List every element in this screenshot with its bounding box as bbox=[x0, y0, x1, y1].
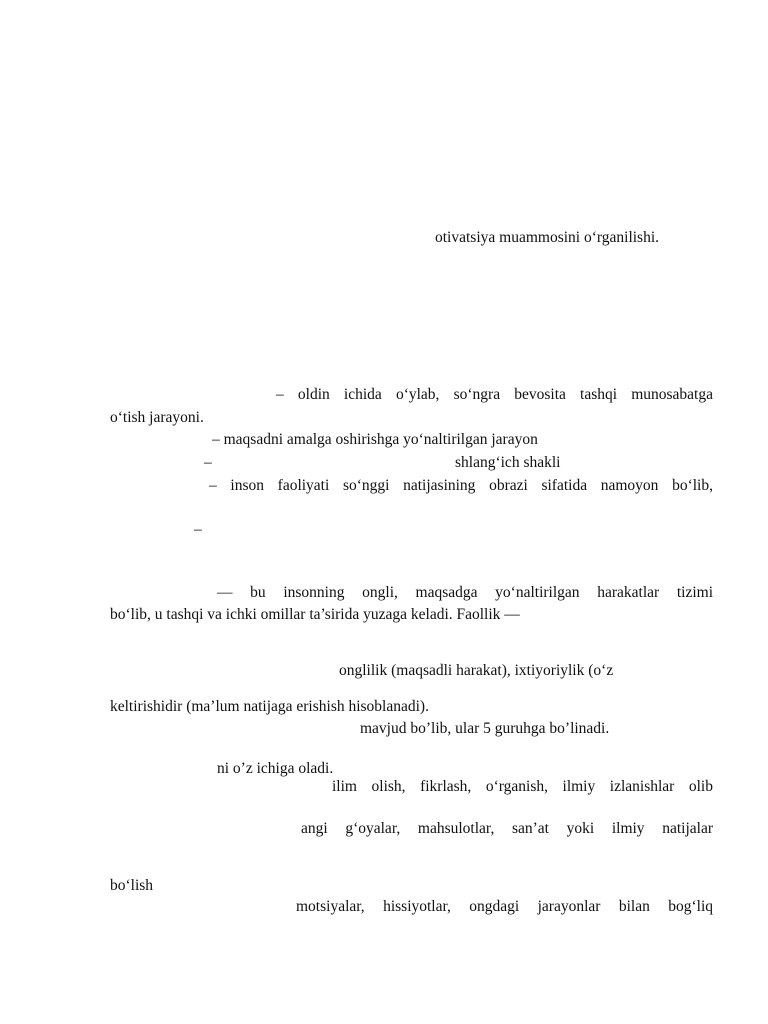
text-line-11: mavjud bo’lib, ular 5 guruhga bo’linadi. bbox=[360, 720, 610, 737]
text-line-5: – inson faoliyati so‘nggi natijasining obrazi sifatida namoyon bo‘lib, bbox=[209, 477, 713, 494]
text-line-1: – oldin ichida o‘ylab, so‘ngra bevosita tashqi munosabatga bbox=[276, 386, 713, 403]
text-line-9: onglilik (maqsadli harakat), ixtiyoriylik (o‘z bbox=[339, 662, 614, 679]
text-line-13: ilim olish, fikrlash, o‘rganish, ilmiy izlanishlar olib bbox=[332, 778, 713, 795]
text-line-2: o‘tish jarayoni. bbox=[110, 409, 204, 426]
text-line-7: — bu insonning ongli, maqsadga yo‘naltirilgan harakatlar tizimi bbox=[217, 584, 713, 601]
text-line-12: ni o’z ichiga oladi. bbox=[217, 760, 334, 777]
text-line-14: angi g‘oyalar, mahsulotlar, san’at yoki ilmiy natijalar bbox=[301, 820, 713, 837]
text-line-3: – maqsadni amalga oshirishga yo‘naltirilgan jarayon bbox=[212, 431, 538, 448]
text-line-8: bo‘lib, u tashqi va ichki omillar ta’sirida yuzaga keladi. Faollik — bbox=[110, 606, 520, 623]
text-line-15: bo‘lish bbox=[110, 877, 154, 894]
text-line-4: shlang‘ich shakli bbox=[455, 454, 561, 471]
text-line-6-dash: – bbox=[194, 521, 202, 538]
text-line-10: keltirishidir (ma’lum natijaga erishish hisoblanadi). bbox=[110, 698, 429, 715]
section-heading: otivatsiya muammosini o‘rganilishi. bbox=[435, 229, 660, 246]
text-line-4-dash: – bbox=[204, 454, 212, 471]
text-line-16: motsiyalar, hissiyotlar, ongdagi jarayonlar bilan bog‘liq bbox=[296, 898, 713, 915]
